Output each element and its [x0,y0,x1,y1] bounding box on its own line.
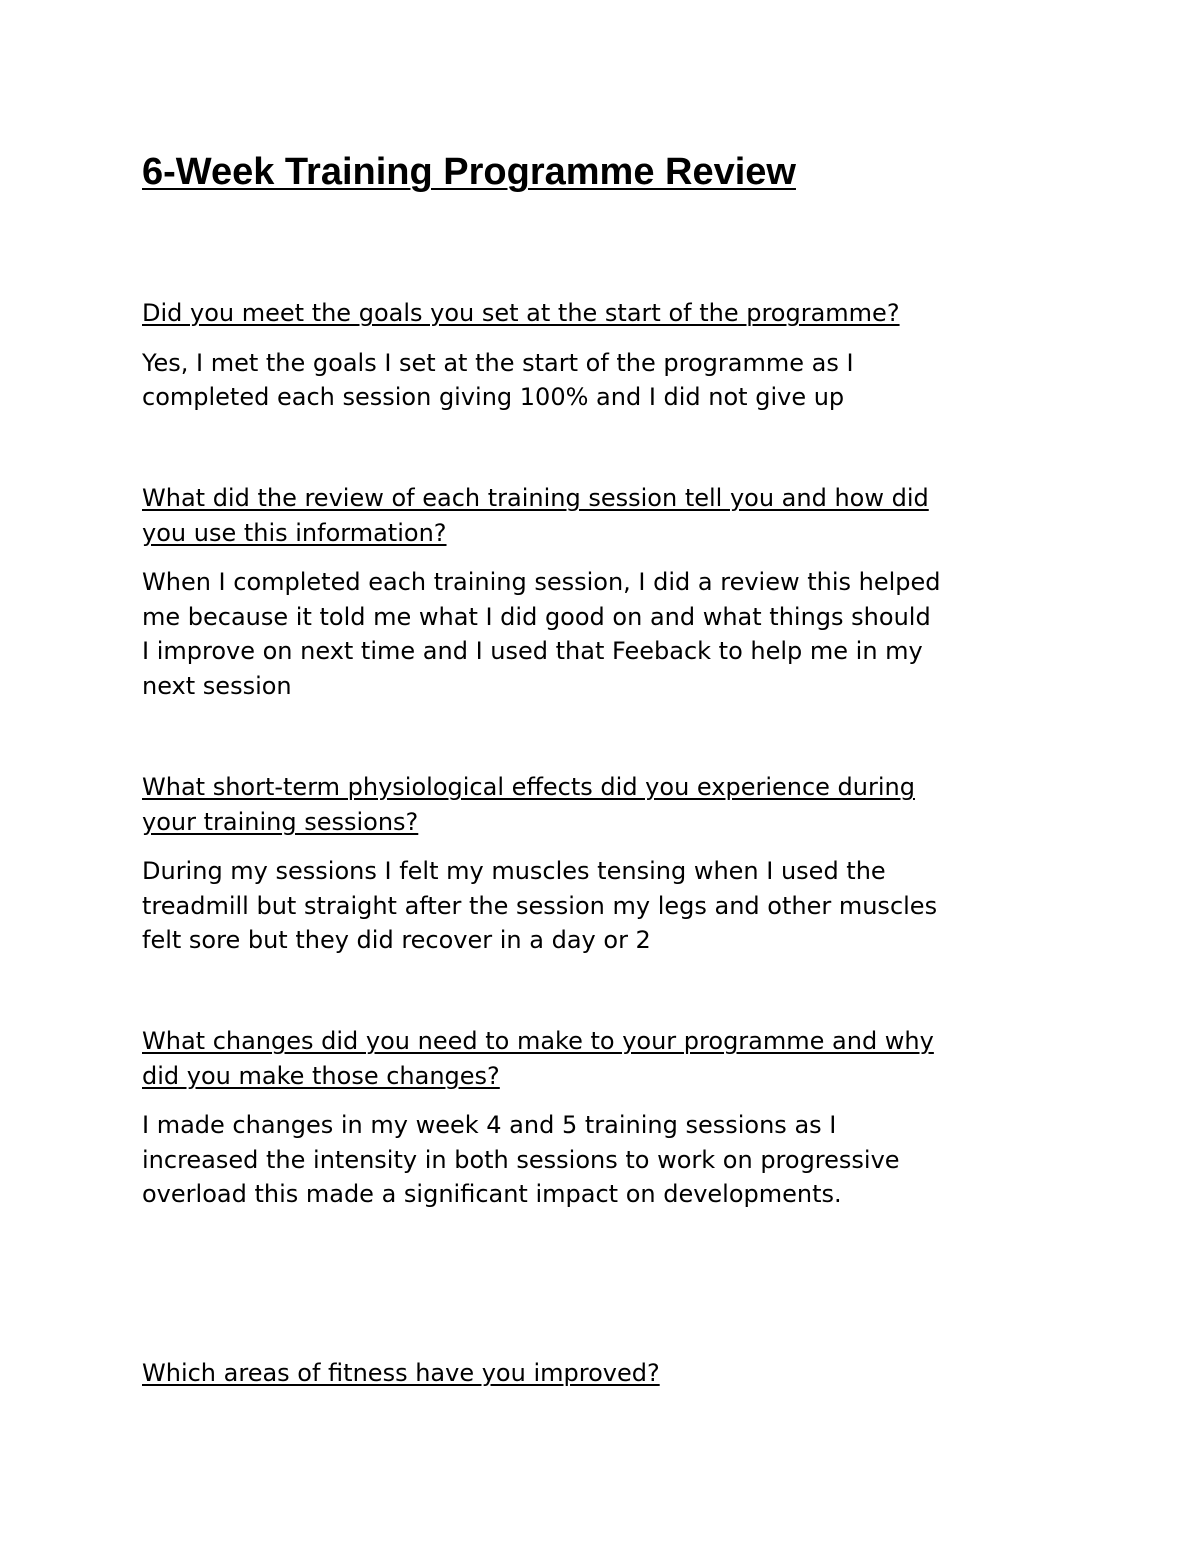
answer-goals [142,346,1062,415]
answer-line: When I completed each training session, I did a review this helped [142,568,941,596]
question-programme-changes [142,1024,1062,1093]
question-line: What short-term physiological effects did you experience during [142,773,915,801]
answer-line: overload this made a significant impact on developments. [142,1180,842,1208]
answer-line: felt sore but they did recover in a day or 2 [142,926,651,954]
answer-line: I made changes in my week 4 and 5 training sessions as I [142,1111,837,1139]
section-goals [142,296,1062,415]
answer-line: me because it told me what I did good on and what things should [142,602,931,631]
question-line: Did you meet the goals you set at the start of the programme? [142,299,900,327]
section-session-review [142,481,1062,703]
answer-line: Yes, I met the goals I set at the start of the programme as I [142,348,854,377]
document-title: 6-Week Training Programme Review [142,151,796,193]
answer-line: During my sessions I felt my muscles tensing when I used the [142,857,886,885]
question-fitness-areas [142,1356,1062,1391]
answer-line: I improve on next time and I used that Feeback to help me in my [142,637,923,665]
question-line: you use this information? [142,518,447,547]
answer-programme-changes [142,1108,1062,1212]
section-physiological-effects [142,770,1062,958]
section-programme-changes [142,1024,1062,1212]
question-line: What changes did you need to make to your programme and why [142,1027,934,1055]
question-line: your training sessions? [142,807,419,836]
question-line: What did the review of each training session tell you and how did [142,484,929,512]
answer-line: completed each session giving 100% and I did not give up [142,383,845,411]
answer-line: treadmill but straight after the session my legs and other muscles [142,891,938,920]
answer-line: next session [142,671,292,700]
question-line: did you make those changes? [142,1061,500,1090]
section-fitness-areas [142,1356,1062,1391]
answer-physiological-effects [142,854,1062,958]
question-line: Which areas of fitness have you improved? [142,1359,660,1387]
question-physiological-effects [142,770,1062,839]
question-session-review [142,481,1062,550]
question-goals [142,296,1062,331]
answer-session-review [142,565,1062,703]
answer-line: increased the intensity in both sessions to work on progressive [142,1145,900,1174]
